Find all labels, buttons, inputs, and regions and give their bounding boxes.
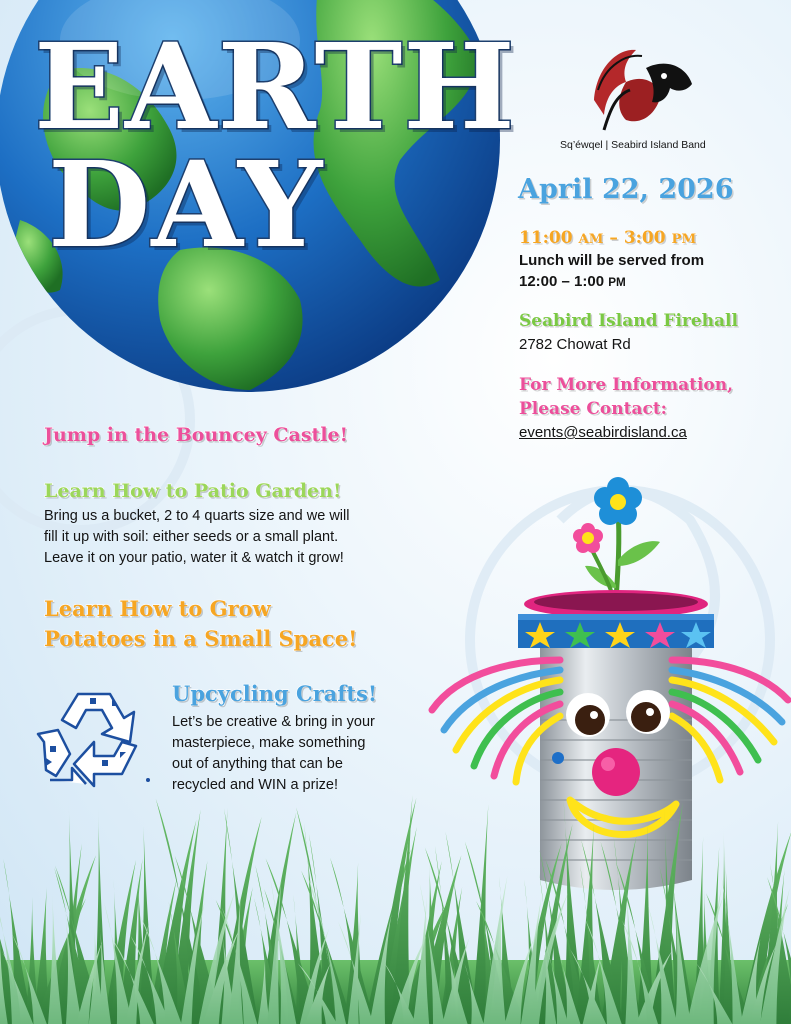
event-address: 2782 Chowat Rd (519, 336, 631, 353)
logo-caption: Sq’éwqel | Seabird Island Band (560, 139, 706, 151)
contact-heading-1: For More Information, (519, 375, 734, 395)
time-end-suffix: PM (671, 232, 697, 247)
title-earth: EARTH (34, 17, 516, 156)
grass-illustration (0, 780, 791, 1024)
event-time (519, 228, 696, 248)
lunch-line-1: Lunch will be served from (519, 252, 705, 269)
upcycle-text-4: recycled and WIN a prize! (172, 777, 339, 793)
lunch-line-2 (519, 273, 626, 290)
contact-email-link[interactable]: events@seabirdisland.ca (519, 424, 687, 441)
patio-garden-heading: Learn How to Patio Garden! (44, 480, 342, 502)
patio-text-1: Bring us a bucket, 2 to 4 quarts size and we will (44, 508, 350, 524)
patio-text-2: fill it up with soil: either seeds or a small plant. (44, 529, 339, 545)
lunch-time: 12:00 – 1:00 (519, 273, 605, 290)
title-day: DAY (48, 135, 324, 274)
time-start: 11:00 (519, 228, 573, 248)
time-dash: – (603, 228, 624, 248)
recycle-icon (36, 680, 154, 790)
potato-heading-1: Learn How to Grow (44, 596, 271, 621)
event-venue: Seabird Island Firehall (519, 311, 738, 331)
upcycle-text-2: masterpiece, make something (172, 735, 366, 751)
potato-heading-2: Potatoes in a Small Space! (44, 626, 358, 651)
patio-text-3: Leave it on your patio, water it & watch it grow! (44, 550, 344, 566)
time-end: 3:00 (623, 228, 666, 248)
upcycle-text-1: Let’s be creative & bring in your (172, 714, 375, 730)
lunch-suffix: PM (608, 276, 626, 289)
eagle-logo (586, 40, 696, 140)
time-start-suffix: AM (578, 232, 604, 247)
upcycle-text-3: out of anything that can be (172, 756, 343, 772)
bouncy-castle-heading: Jump in the Bouncey Castle! (44, 424, 348, 446)
contact-heading-2: Please Contact: (519, 399, 667, 419)
upcycling-heading: Upcycling Crafts! (172, 681, 378, 706)
event-date: April 22, 2026 (518, 174, 734, 205)
